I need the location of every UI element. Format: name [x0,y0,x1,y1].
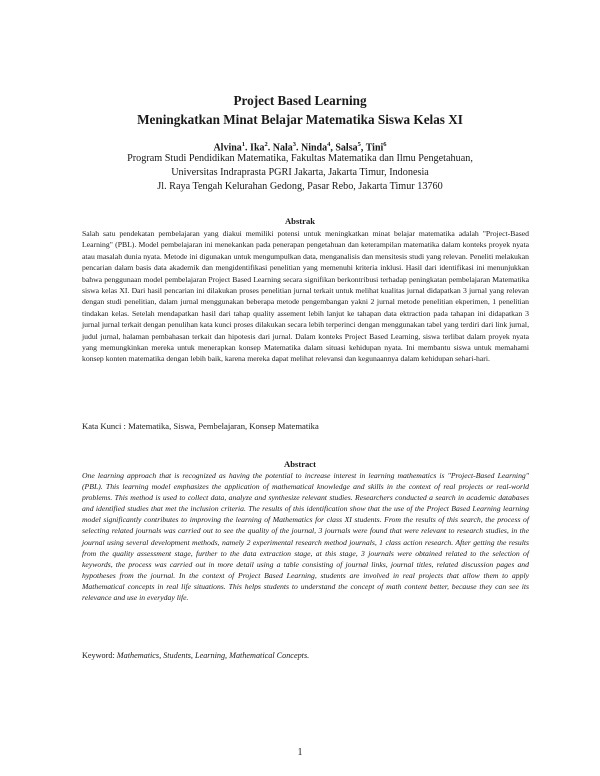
kata-kunci-values: Matematika, Siswa, Pembelajaran, Konsep Matematika [128,421,319,431]
keywords-values: Mathematics, Students, Learning, Mathematical Concepts. [116,651,310,660]
affiliation-line-1: Program Studi Pendidikan Matematika, Fakultas Matematika dan Ilmu Pengetahuan, [127,153,473,164]
author-name: Ninda [301,142,328,154]
author-affiliation-mark: 1 [241,141,246,148]
author-separator: , [330,142,336,154]
author-name: Nala [272,142,293,154]
author-name: Tini [365,142,384,154]
abstract-heading: Abstract [284,459,316,469]
author-name: Salsa [335,142,358,154]
paper-title: Project Based Learning [233,93,367,108]
author-separator: . [267,142,273,154]
kata-kunci [82,421,529,432]
author-affiliation-mark: 6 [383,141,387,148]
author-affiliation-mark: 2 [264,141,268,148]
author-separator: , [360,142,366,154]
author-affiliation-mark: 4 [327,141,331,148]
author-separator: . [296,142,301,154]
keywords [82,650,529,661]
affiliation-line-2: Universitas Indraprasta PGRI Jakarta, Jakarta Timur, Indonesia [171,167,429,178]
kata-kunci-label: Kata Kunci : [82,421,126,431]
page-number: 1 [297,747,303,758]
keywords-label: Keyword: [82,651,115,660]
abstrak-body: Salah satu pendekatan pembelajaran yang diakui memiliki potensi untuk meningkatkan minat belajar matematika adalah "Project-Based Learning" (PBL). Model pembelajaran ini menekankan pada penerapan pengetahuan dan keterampilan matematika dalam konteks proyek nyata atau masalah dunia nyata. Metode ini digunakan untuk mengumpulkan data, menganalisis dan mensitesis studi yang relevan. Peneliti melakukan pencarian dalam basis data akademik dan mengidentifikasi penelitian yang memenuhi kriteria inklusi. Hasil dari identifikasi ini menunjukkan bahwa penggunaan model pembelajaran Project Based Learning secara signifikan berkontribusi terhadap peningkatan pembelajaran Matematika siswa kelas XI. Dari hasil pencarian ini dilakukan proses penelitian jurnal terkait untuk melihat kualitas jurnal didapatkan 3 jurnal yang relevan dengan studi penelitian, dalam jurnal menggunakan beberapa metode pengembangan yakni 2 jurnal metode penelitian ekperimen, 1 penelitian tindakan kelas. Setelah mendapatkan hasil dari tahap quality assement lebih lanjut ke tahapan data ektraction pada tahapan ini didapatkan 3 jurnal jurnal terkait dengan penulihan kata kunci proses dilakukan secara lebih terperinci dengan menggunakan tabel yang terdiri dari link jurnal, judul jurnal, halaman pembahasan terkait dan hipotesis dari jurnal. Dalam konteks Project Based Learning, siswa terlibat dalam proyek nyata yang memungkinkan mereka untuk menerapkan konsep Matematika dalam situasi kehidupan nyata. Ini membantu siswa untuk memahami konsep konten matematika dengan lebih baik, karena mereka dapat melihat relevansi dan kegunaannya dalam kehidupan sehari-hari. [82,229,529,364]
author-separator: . [245,142,251,154]
abstrak-heading: Abstrak [284,216,316,226]
author-affiliation-mark: 3 [292,141,296,148]
author-name: Ika [250,142,265,154]
paper-subtitle: Meningkatkan Minat Belajar Matematika Siswa Kelas XI [137,112,463,127]
author-name: Alvina [213,142,242,154]
abstract-body: One learning approach that is recognized as having the potential to increase interest in learning mathematics is "Project-Based Learning" (PBL). This learning model emphasizes the application of mathematical knowledge and skills in the context of real projects or real-world problems. This method is used to collect data, analyze and synthesize relevant studies. Researchers conducted a search in academic databases and identified studies that met the inclusion criteria. The results of this identification show that the use of the Project Based Learning learning model significantly contributes to improving the learning of Mathematics for class XI students. From the results of this search, the process of selecting related journals was carried out to see the quality of the journal, 3 journals were found that were relevant to research studies, in the journal using several development methods, namely 2 experimental research method journals, 1 class action research. After getting the results from the quality assessment stage, further to the data extraction stage, at this stage, 3 journals were obtained related to the selection of keywords, the process was carried out in more detail using a table consisting of journal links, journal titles, related discussion pages and hypotheses from the journal. In the context of Project Based Learning, students are involved in real projects that allow them to apply Mathematical concepts in real life situations. This helps students to understand the concept of math content better, because they can see its relevance and use in everyday life. [82,471,529,603]
affiliation-line-3: Jl. Raya Tengah Kelurahan Gedong, Pasar Rebo, Jakarta Timur 13760 [157,181,443,192]
author-affiliation-mark: 5 [357,141,361,148]
